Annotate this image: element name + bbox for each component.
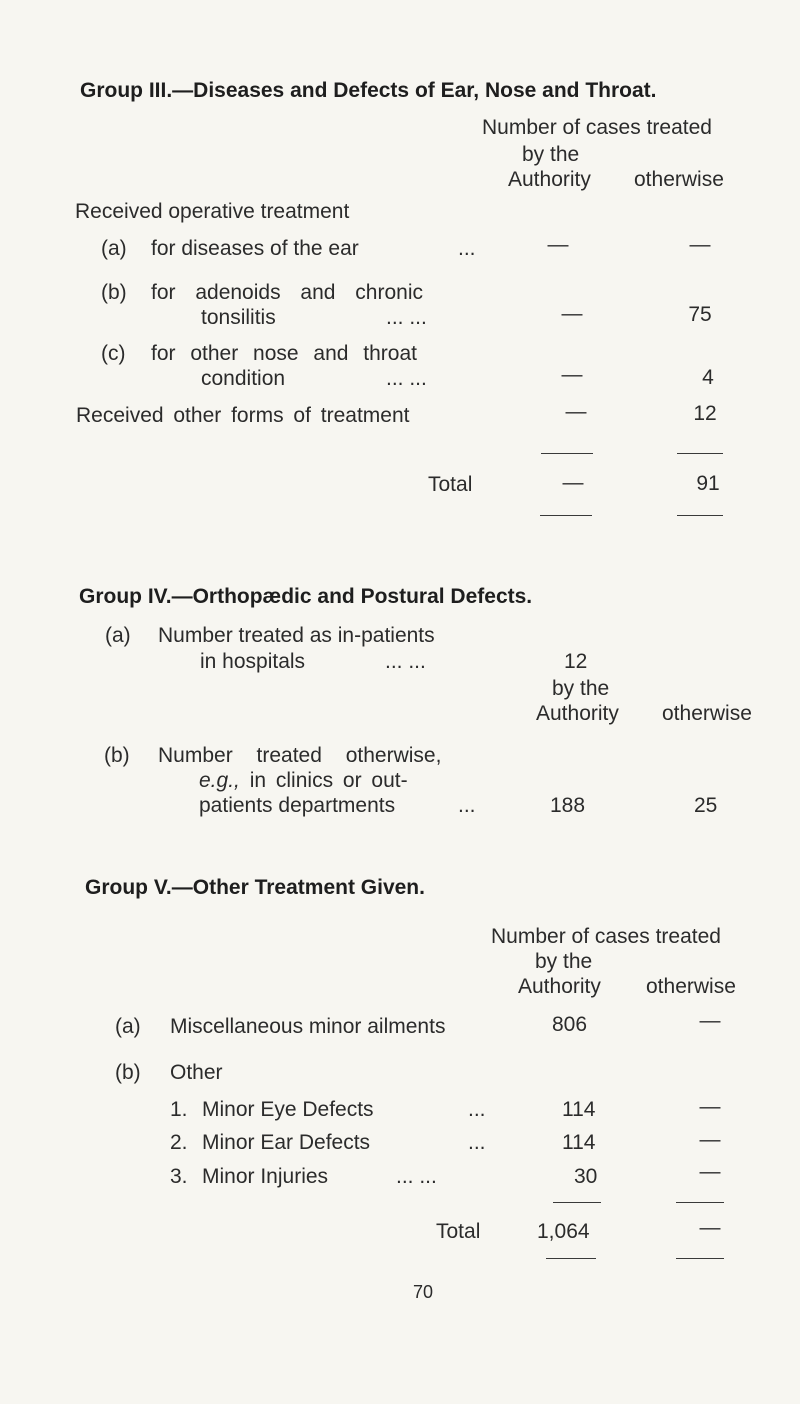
group5-rule-otherwise-2 [676,1258,724,1259]
group5-total-authority: 1,064 [537,1220,590,1243]
group5-item-3-label: Minor Injuries [202,1165,329,1188]
group3-other-forms-otherwise: 12 [693,402,717,425]
group3-row-b-authority: — [561,302,583,325]
group5-item-1-dots: ... [468,1098,486,1121]
group5-item-2-dots: ... [468,1131,486,1154]
group5-total-label: Total [436,1220,481,1243]
group5-item-3-authority: 30 [574,1165,598,1188]
group3-total-otherwise: 91 [696,472,720,495]
group5-item-1-authority: 114 [562,1098,596,1121]
group3-row-c-authority: — [561,363,583,386]
group5-item-2-num: 2. [170,1131,188,1154]
group3-rule-otherwise-2 [677,515,723,516]
group3-col-otherwise: otherwise [634,168,724,191]
group3-row-c-label-2: condition [201,367,286,390]
page-number: 70 [413,1282,434,1302]
group4-heading: Group IV.—Orthopædic and Postural Defects. [79,585,533,608]
group5-item-1-otherwise: — [699,1095,721,1118]
group5-item-3-dots: ... ... [396,1165,437,1188]
group5-misc-otherwise: — [699,1009,721,1032]
group5-rule-authority-1 [553,1202,601,1203]
group4-b-otherwise: 25 [694,794,718,817]
group5-misc-authority: 806 [552,1013,588,1036]
group3-row-a-dots: ... [458,237,476,260]
group3-row-c-label: for other nose and throat [151,342,417,365]
group3-row-a-marker: (a) [101,237,127,260]
group5-misc-label: Miscellaneous minor ailments [170,1015,446,1038]
group3-total-label: Total [428,473,473,496]
group5-item-1-label: Minor Eye Defects [202,1098,374,1121]
group3-row-a-label: for diseases of the ear [151,237,359,260]
group3-col-authority: Authority [508,168,591,191]
group5-item-3-num: 3. [170,1165,188,1188]
group5-other-marker: (b) [115,1061,141,1084]
group5-item-2-authority: 114 [562,1131,596,1154]
group4-a-value: 12 [564,650,588,673]
group5-misc-marker: (a) [115,1015,141,1038]
group4-b-authority: 188 [550,794,586,817]
group3-col-by-the: by the [522,143,580,166]
group3-total-authority: — [562,471,584,494]
group5-col-authority: Authority [518,975,601,998]
group4-a-marker: (a) [105,624,131,647]
group5-item-1-num: 1. [170,1098,188,1121]
group3-row-b-label: for adenoids and chronic [151,281,423,304]
group4-col-by-the: by the [552,677,610,700]
group4-b-eg: e.g., [199,769,240,792]
group3-col-header: Number of cases treated [482,116,712,139]
group3-operative-label: Received operative treatment [75,200,350,223]
group5-other-label: Other [170,1061,223,1084]
group3-row-b-label-2: tonsilitis [201,306,276,329]
group3-row-b-marker: (b) [101,281,127,304]
group4-b-dots: ... [458,794,476,817]
group4-col-otherwise: otherwise [662,702,752,725]
group5-total-otherwise: — [699,1216,721,1239]
group3-rule-authority-2 [540,515,592,516]
group4-b-label: Number treated otherwise, [158,744,442,767]
group3-rule-authority-1 [541,453,593,454]
group3-row-a-otherwise: — [689,233,711,256]
group5-item-2-label: Minor Ear Defects [202,1131,371,1154]
group5-col-by-the: by the [535,950,593,973]
group3-row-a-authority: — [547,233,569,256]
group4-a-label-2: in hospitals [200,650,306,673]
group5-heading: Group V.—Other Treatment Given. [85,876,425,899]
group5-item-2-otherwise: — [699,1128,721,1151]
group5-rule-otherwise-1 [676,1202,724,1203]
group3-row-c-otherwise: 4 [702,366,714,389]
group3-row-c-marker: (c) [101,342,126,365]
group4-b-label-2-rest: in clinics or out- [239,769,408,792]
group4-b-label-3: patients departments [199,794,396,817]
group5-item-3-otherwise: — [699,1160,721,1183]
group3-row-c-dots: ... ... [386,367,427,390]
group3-rule-otherwise-1 [677,453,723,454]
group4-a-label: Number treated as in-patients [158,624,435,647]
group3-row-b-otherwise: 75 [688,303,712,326]
group4-b-marker: (b) [104,744,130,767]
group5-rule-authority-2 [546,1258,596,1259]
group3-other-forms-authority: — [565,400,587,423]
group4-a-dots: ... ... [385,650,426,673]
group3-other-forms-label: Received other forms of treatment [76,404,410,427]
group5-col-otherwise: otherwise [646,975,736,998]
group4-b-label-2 [199,769,408,793]
group4-col-authority: Authority [536,702,619,725]
group3-row-b-dots: ... ... [386,306,427,329]
group3-heading: Group III.—Diseases and Defects of Ear, Nose and Throat. [80,79,657,102]
group5-col-header: Number of cases treated [491,925,721,948]
